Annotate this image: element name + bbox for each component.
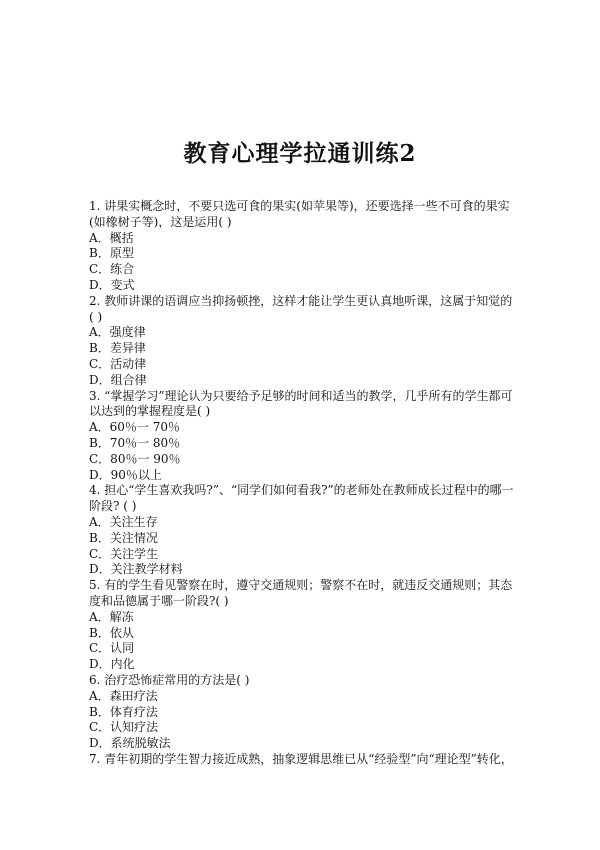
question-text: 教师讲课的语调应当抑扬顿挫，这样才能让学生更认真地听课，这属于知觉的( ) [89, 293, 513, 324]
option-1a: A．概括 [89, 230, 134, 245]
question-number: 5. [89, 578, 101, 593]
option-5b: B．依从 [89, 625, 134, 640]
question-2 [89, 294, 514, 326]
question-number: 7. [89, 751, 101, 766]
option-2a: A．强度律 [89, 325, 146, 340]
question-text: 担心“学生喜欢我吗?”、“同学们如何看我?”的老师处在教师成长过程中的哪一阶段? ( ) [89, 483, 514, 514]
option-2b: B．差异律 [89, 341, 146, 356]
question-number: 3. [89, 388, 101, 403]
option-4a: A．关注生存 [89, 514, 158, 529]
option-1c: C．练合 [89, 262, 135, 277]
question-3 [89, 389, 514, 421]
option-4c: C．关注学生 [89, 546, 159, 561]
question-text: 治疗恐怖症常用的方法是( ) [100, 672, 250, 687]
question-6 [89, 673, 514, 689]
question-5 [89, 578, 514, 610]
option-6b: B．体育疗法 [89, 704, 158, 719]
option-2d: D．组合律 [89, 372, 147, 387]
question-text: 讲果实概念时，不要只选可食的果实(如苹果等)，还要选择一些不可食的果实(如橡树子等)，这是运用( ) [89, 199, 510, 229]
option-5a: A．解冻 [89, 609, 134, 624]
option-6d: D．系统脱敏法 [89, 736, 171, 751]
option-2c: C．活动律 [89, 356, 147, 371]
document-title: 教育心理学拉通训练2 [183, 140, 417, 167]
question-number: 2. [89, 293, 101, 308]
option-5d: D．内化 [89, 657, 135, 672]
option-5c: C．认同 [89, 641, 135, 656]
question-text: “掌握学习”理论认为只要给予足够的时间和适当的教学，几乎所有的学生都可以达到的掌握程度是( ) [89, 388, 513, 419]
question-text: 青年初期的学生智力接近成熟，抽象逻辑思维已从“经验型”向“理论型”转化， [100, 751, 513, 766]
option-1d: D．变式 [89, 277, 135, 292]
option-6c: C．认知疗法 [89, 720, 159, 735]
option-3a: A．60％一 70％ [89, 420, 181, 435]
option-4b: B．关注情况 [89, 530, 158, 545]
question-1 [89, 199, 514, 231]
question-list [89, 199, 514, 768]
question-text: 有的学生看见警察在时，遵守交通规则；警察不在时，就违反交通规则；其态度和品德属于哪一阶段?( ) [89, 578, 513, 608]
option-3c: C．80％一 90％ [89, 451, 181, 466]
question-number: 4. [89, 483, 101, 498]
option-1b: B．原型 [89, 246, 134, 261]
question-number: 6. [89, 672, 101, 687]
option-3b: B．70％一 80％ [89, 435, 181, 450]
question-number: 1. [89, 199, 101, 213]
option-4d: D．关注教学材料 [89, 562, 183, 577]
question-7 [89, 752, 514, 768]
question-4 [89, 483, 514, 515]
option-6a: A．森田疗法 [89, 688, 158, 703]
option-3d: D．90％以上 [89, 467, 162, 482]
